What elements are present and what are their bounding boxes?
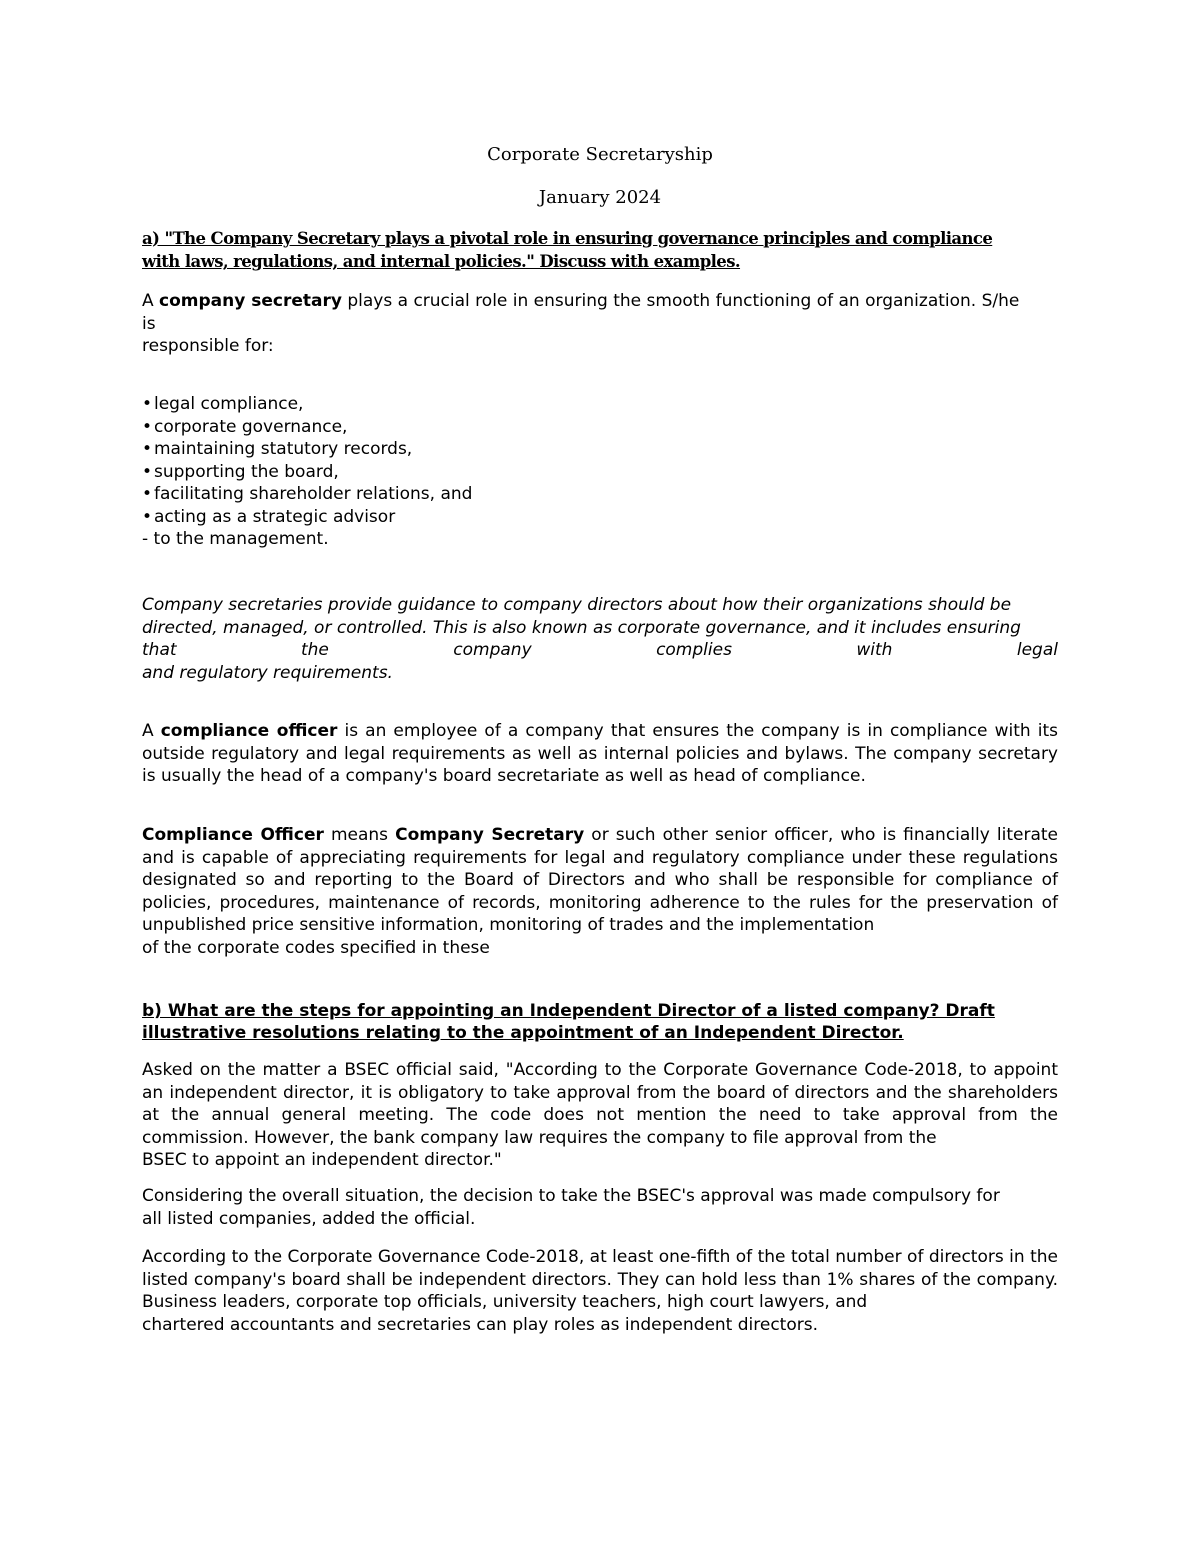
list-item <box>142 461 1058 484</box>
italic-line-1: Company secretaries provide guidance to company directors about how their organizations should be <box>142 595 1012 615</box>
word: complies <box>656 640 732 660</box>
italic-line-4: and regulatory requirements. <box>142 662 393 683</box>
list-item <box>142 416 1058 439</box>
definition-body <box>142 824 1058 937</box>
list-item-text: supporting the board, <box>154 461 339 482</box>
list-item-text: corporate governance, <box>154 416 348 437</box>
paragraph-body: Asked on the matter a BSEC official said, "According to the Corporate Governance Code-2018, to appoint an independent director, it is obligatory to take approval from the board of directors and the shareholders at the annual general meeting. The code does not mention the need to take approval from the commission. However, the bank company law requires the company to file approval from the <box>142 1060 1058 1148</box>
question-a-line-1: a) "The Company Secretary plays a pivotal role in ensuring governance principles and compliance <box>142 229 993 248</box>
intro-paragraph <box>142 290 1058 358</box>
definition-mid: means <box>323 825 396 845</box>
question-b-line-1: b) What are the steps for appointing an Independent Director of a listed company? Draft <box>142 1001 995 1021</box>
compliance-officer-paragraph <box>142 720 1058 788</box>
list-item-text: legal compliance, <box>154 394 304 414</box>
intro-prefix: A <box>142 291 160 311</box>
bullet-icon: • <box>142 506 153 527</box>
overall-situation-paragraph <box>142 1185 1058 1230</box>
document-title: Corporate Secretaryship <box>487 144 713 165</box>
intro-rest: plays a crucial role in ensuring the smooth functioning of an organization. S/he <box>341 291 1020 311</box>
corporate-governance-paragraph <box>142 594 1058 684</box>
word: legal <box>1016 640 1058 660</box>
word: that <box>142 640 177 660</box>
question-b <box>142 1000 1058 1044</box>
list-item-text: facilitating shareholder relations, and <box>154 484 473 504</box>
governance-code-paragraph <box>142 1246 1058 1336</box>
term-compliance-officer: compliance officer <box>160 721 338 741</box>
bsec-official-paragraph <box>142 1059 1058 1172</box>
document-date: January 2024 <box>538 187 662 208</box>
list-item <box>142 438 1058 461</box>
term-compliance-officer-def: Compliance Officer <box>142 825 324 845</box>
definition-rest: or such other senior officer, who is financially literate and is capable of appreciating requirements for legal and regulatory compliance under these regulations designated so and reporting to the Board of Directors and who shall be responsible for compliance of policies, procedures, maintenance of records, monitoring adherence to the rules for the preservation of unpublished price sensitive information, monitoring of trades and the implementation <box>142 825 1058 935</box>
paragraph-body: According to the Corporate Governance Code-2018, at least one-fifth of the total number of directors in the listed company's board shall be independent directors. They can hold less than 1% shares of the company. Business leaders, corporate top officials, university teachers, high court lawyers, and <box>142 1247 1058 1312</box>
list-item-tail: - to the management. <box>142 529 329 549</box>
paragraph-last-line: BSEC to appoint an independent director." <box>142 1150 502 1170</box>
question-a-line-2: with laws, regulations, and internal policies." Discuss with examples. <box>142 252 741 271</box>
paragraph-body: Considering the overall situation, the decision to take the BSEC's approval was made compulsory for <box>142 1186 1000 1206</box>
term-company-secretary: company secretary <box>159 291 342 311</box>
italic-line-3 <box>142 639 1058 662</box>
bullet-icon: • <box>142 439 153 459</box>
question-a <box>142 227 1058 273</box>
definition-paragraph <box>142 824 1058 959</box>
bullet-icon: • <box>142 416 153 437</box>
list-item <box>142 483 1058 506</box>
question-b-line-2: illustrative resolutions relating to the appointment of an Independent Director. <box>142 1023 904 1043</box>
intro-line-2: is <box>142 313 156 334</box>
para-prefix: A <box>142 721 161 741</box>
list-item <box>142 506 1058 529</box>
word: with <box>856 640 893 660</box>
intro-line-1 <box>142 290 1058 313</box>
definition-last-line: of the corporate codes specified in these <box>142 937 490 958</box>
list-item-text: maintaining statutory records, <box>154 439 413 459</box>
para-rest: is an employee of a company that ensures the company is in compliance with its outside regulatory and legal requirements as well as internal policies and bylaws. The company secretary is usually the head of a company's board secretariate as well as head of compliance. <box>142 721 1058 786</box>
intro-line-3: responsible for: <box>142 336 274 356</box>
list-item-text: acting as a strategic advisor <box>154 506 396 527</box>
paragraph-last-line: chartered accountants and secretaries can play roles as independent directors. <box>142 1314 818 1335</box>
bullet-icon: • <box>142 394 153 414</box>
bullet-icon: • <box>142 484 153 504</box>
term-company-secretary-def: Company Secretary <box>395 825 585 845</box>
italic-line-2: directed, managed, or controlled. This is also known as corporate governance, and it includes ensuring <box>142 617 1021 638</box>
responsibilities-list <box>142 393 1058 551</box>
word: the <box>300 640 329 660</box>
list-item <box>142 393 1058 416</box>
word: company <box>453 640 532 660</box>
paragraph-last-line: all listed companies, added the official. <box>142 1208 476 1229</box>
bullet-icon: • <box>142 461 153 482</box>
